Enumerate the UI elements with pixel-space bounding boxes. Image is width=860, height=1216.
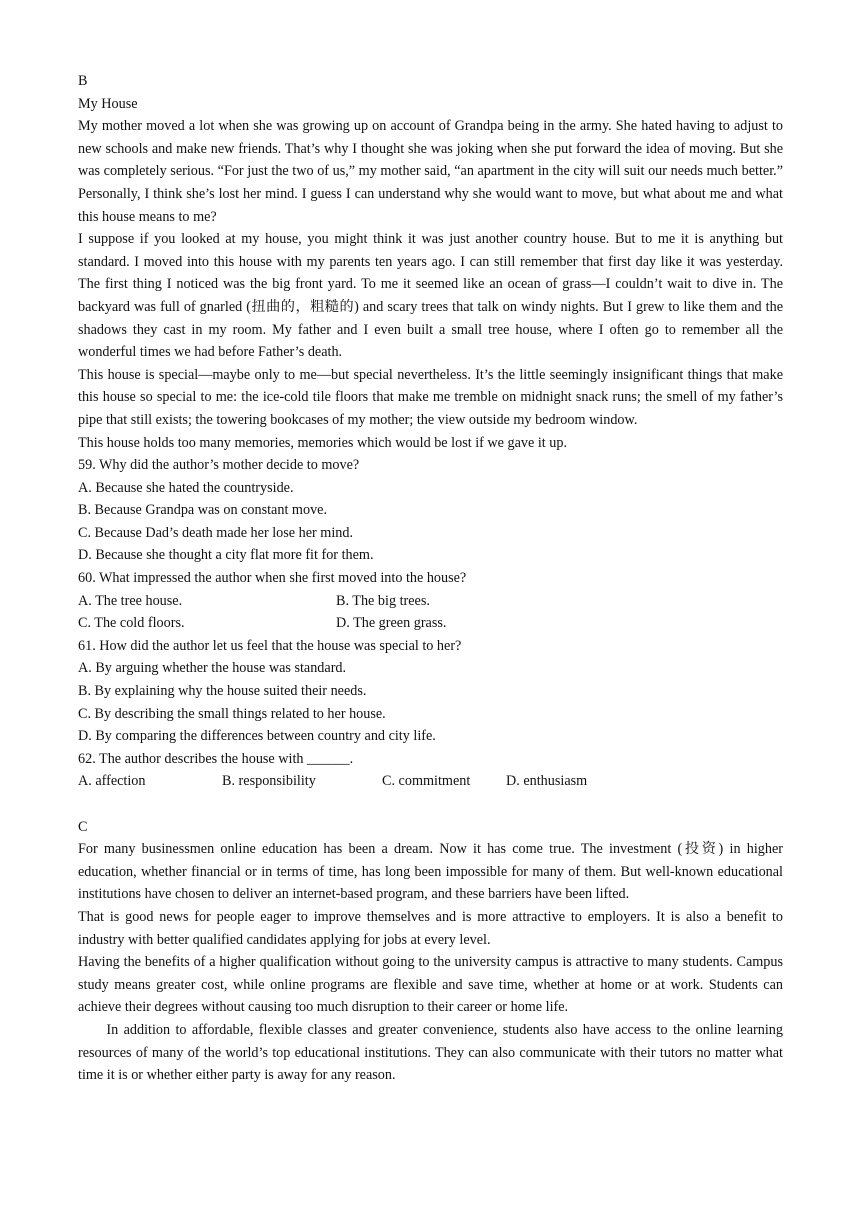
passage-c-paragraph-1: For many businessmen online education has been a dream. Now it has come true. The investment (投资) in higher education, whether financial or in terms of time, has long been impossible for many of them. But well-known educational institutions have chosen to deliver an internet-based program, and these barriers have been lifted. <box>78 841 783 903</box>
question-60-option-d: D. The green grass. <box>336 615 447 632</box>
passage-b-paragraph-2: I suppose if you looked at my house, you might think it was just another country house. But to me it is anything but standard. I moved into this house with my parents ten years ago. I can still remember that first day like it was yesterday. The first thing I noticed was the big front yard. To me it seemed like an ocean of grass—I couldn’t wait to dive in. The backyard was full of gnarled (扭曲的，粗糙的) and scary trees that talk on windy nights. But I grew to like them and the shadows they cast in my room. My father and I even built a small tree house, where I often go to remember all the wonderful times we had before Father’s death. <box>78 231 783 361</box>
question-60-option-a: A. The tree house. <box>78 592 183 609</box>
section-spacer <box>78 793 783 816</box>
question-61-option-d: D. By comparing the differences between country and city life. <box>78 728 436 745</box>
question-59-option-c: C. Because Dad’s death made her lose her mind. <box>78 524 353 541</box>
question-62-options-row <box>78 770 783 793</box>
question-59-option-a: A. Because she hated the countryside. <box>78 479 294 496</box>
question-60-options-row-2 <box>78 612 783 635</box>
question-62-option-c: C. commitment <box>382 773 471 790</box>
question-61-option-a: A. By arguing whether the house was standard. <box>78 660 347 677</box>
document-page <box>78 70 783 1087</box>
section-c-label: C <box>78 818 88 835</box>
passage-c-paragraph-2: That is good news for people eager to improve themselves and is more attractive to employers. It is also a benefit to industry with better qualified candidates applying for jobs at every level. <box>78 908 783 948</box>
question-61-option-c: C. By describing the small things related to her house. <box>78 705 386 722</box>
question-60-option-b: B. The big trees. <box>336 592 430 609</box>
question-61-option-b: B. By explaining why the house suited their needs. <box>78 683 367 700</box>
passage-b-paragraph-4: This house holds too many memories, memories which would be lost if we gave it up. <box>78 434 567 451</box>
question-59-option-d: D. Because she thought a city flat more fit for them. <box>78 547 374 564</box>
question-59-stem: 59. Why did the author’s mother decide to move? <box>78 457 360 474</box>
question-61-stem: 61. How did the author let us feel that the house was special to her? <box>78 637 462 654</box>
section-b-label: B <box>78 73 88 89</box>
question-60-option-c: C. The cold floors. <box>78 615 185 632</box>
question-62-option-b: B. responsibility <box>222 773 316 790</box>
passage-b-paragraph-1: My mother moved a lot when she was growing up on account of Grandpa being in the army. She hated having to adjust to new schools and make new friends. That’s why I thought she was joking when she put forward the idea of moving. But she was completely serious. “For just the two of us,” my mother said, “an apartment in the city will suit our needs much better.” Personally, I think she’s lost her mind. I guess I can understand why she would want to move, but what about me and what this house means to me? <box>78 118 783 225</box>
question-62-option-a: A. affection <box>78 773 146 790</box>
passage-b-paragraph-3: This house is special—maybe only to me—but special nevertheless. It’s the little seemingly insignificant things that make this house so special to me: the ice-cold tile floors that make me tremble on midnight snack runs; the smell of my father’s pipe that still exists; the towering bookcases of my mother; the view outside my bedroom window. <box>78 366 783 428</box>
question-62-option-d: D. enthusiasm <box>506 773 588 790</box>
passage-title: My House <box>78 95 138 112</box>
question-62-stem: 62. The author describes the house with ______. <box>78 750 354 767</box>
question-60-stem: 60. What impressed the author when she first moved into the house? <box>78 570 467 587</box>
passage-c-paragraph-3: Having the benefits of a higher qualification without going to the university campus is attractive to many students. Campus study means greater cost, while online programs are flexible and save time, whether at home or at work. Students can achieve their degrees without causing too much disruption to their career or home life. <box>78 954 783 1016</box>
question-59-option-b: B. Because Grandpa was on constant move. <box>78 502 328 519</box>
question-60-options-row-1 <box>78 590 783 613</box>
passage-c-paragraph-4: In addition to affordable, flexible classes and greater convenience, students also have access to the online learning resources of many of the world’s top educational institutions. They can also communicate with their tutors no matter what time it is or whether either party is away for any reason. <box>78 1021 783 1084</box>
